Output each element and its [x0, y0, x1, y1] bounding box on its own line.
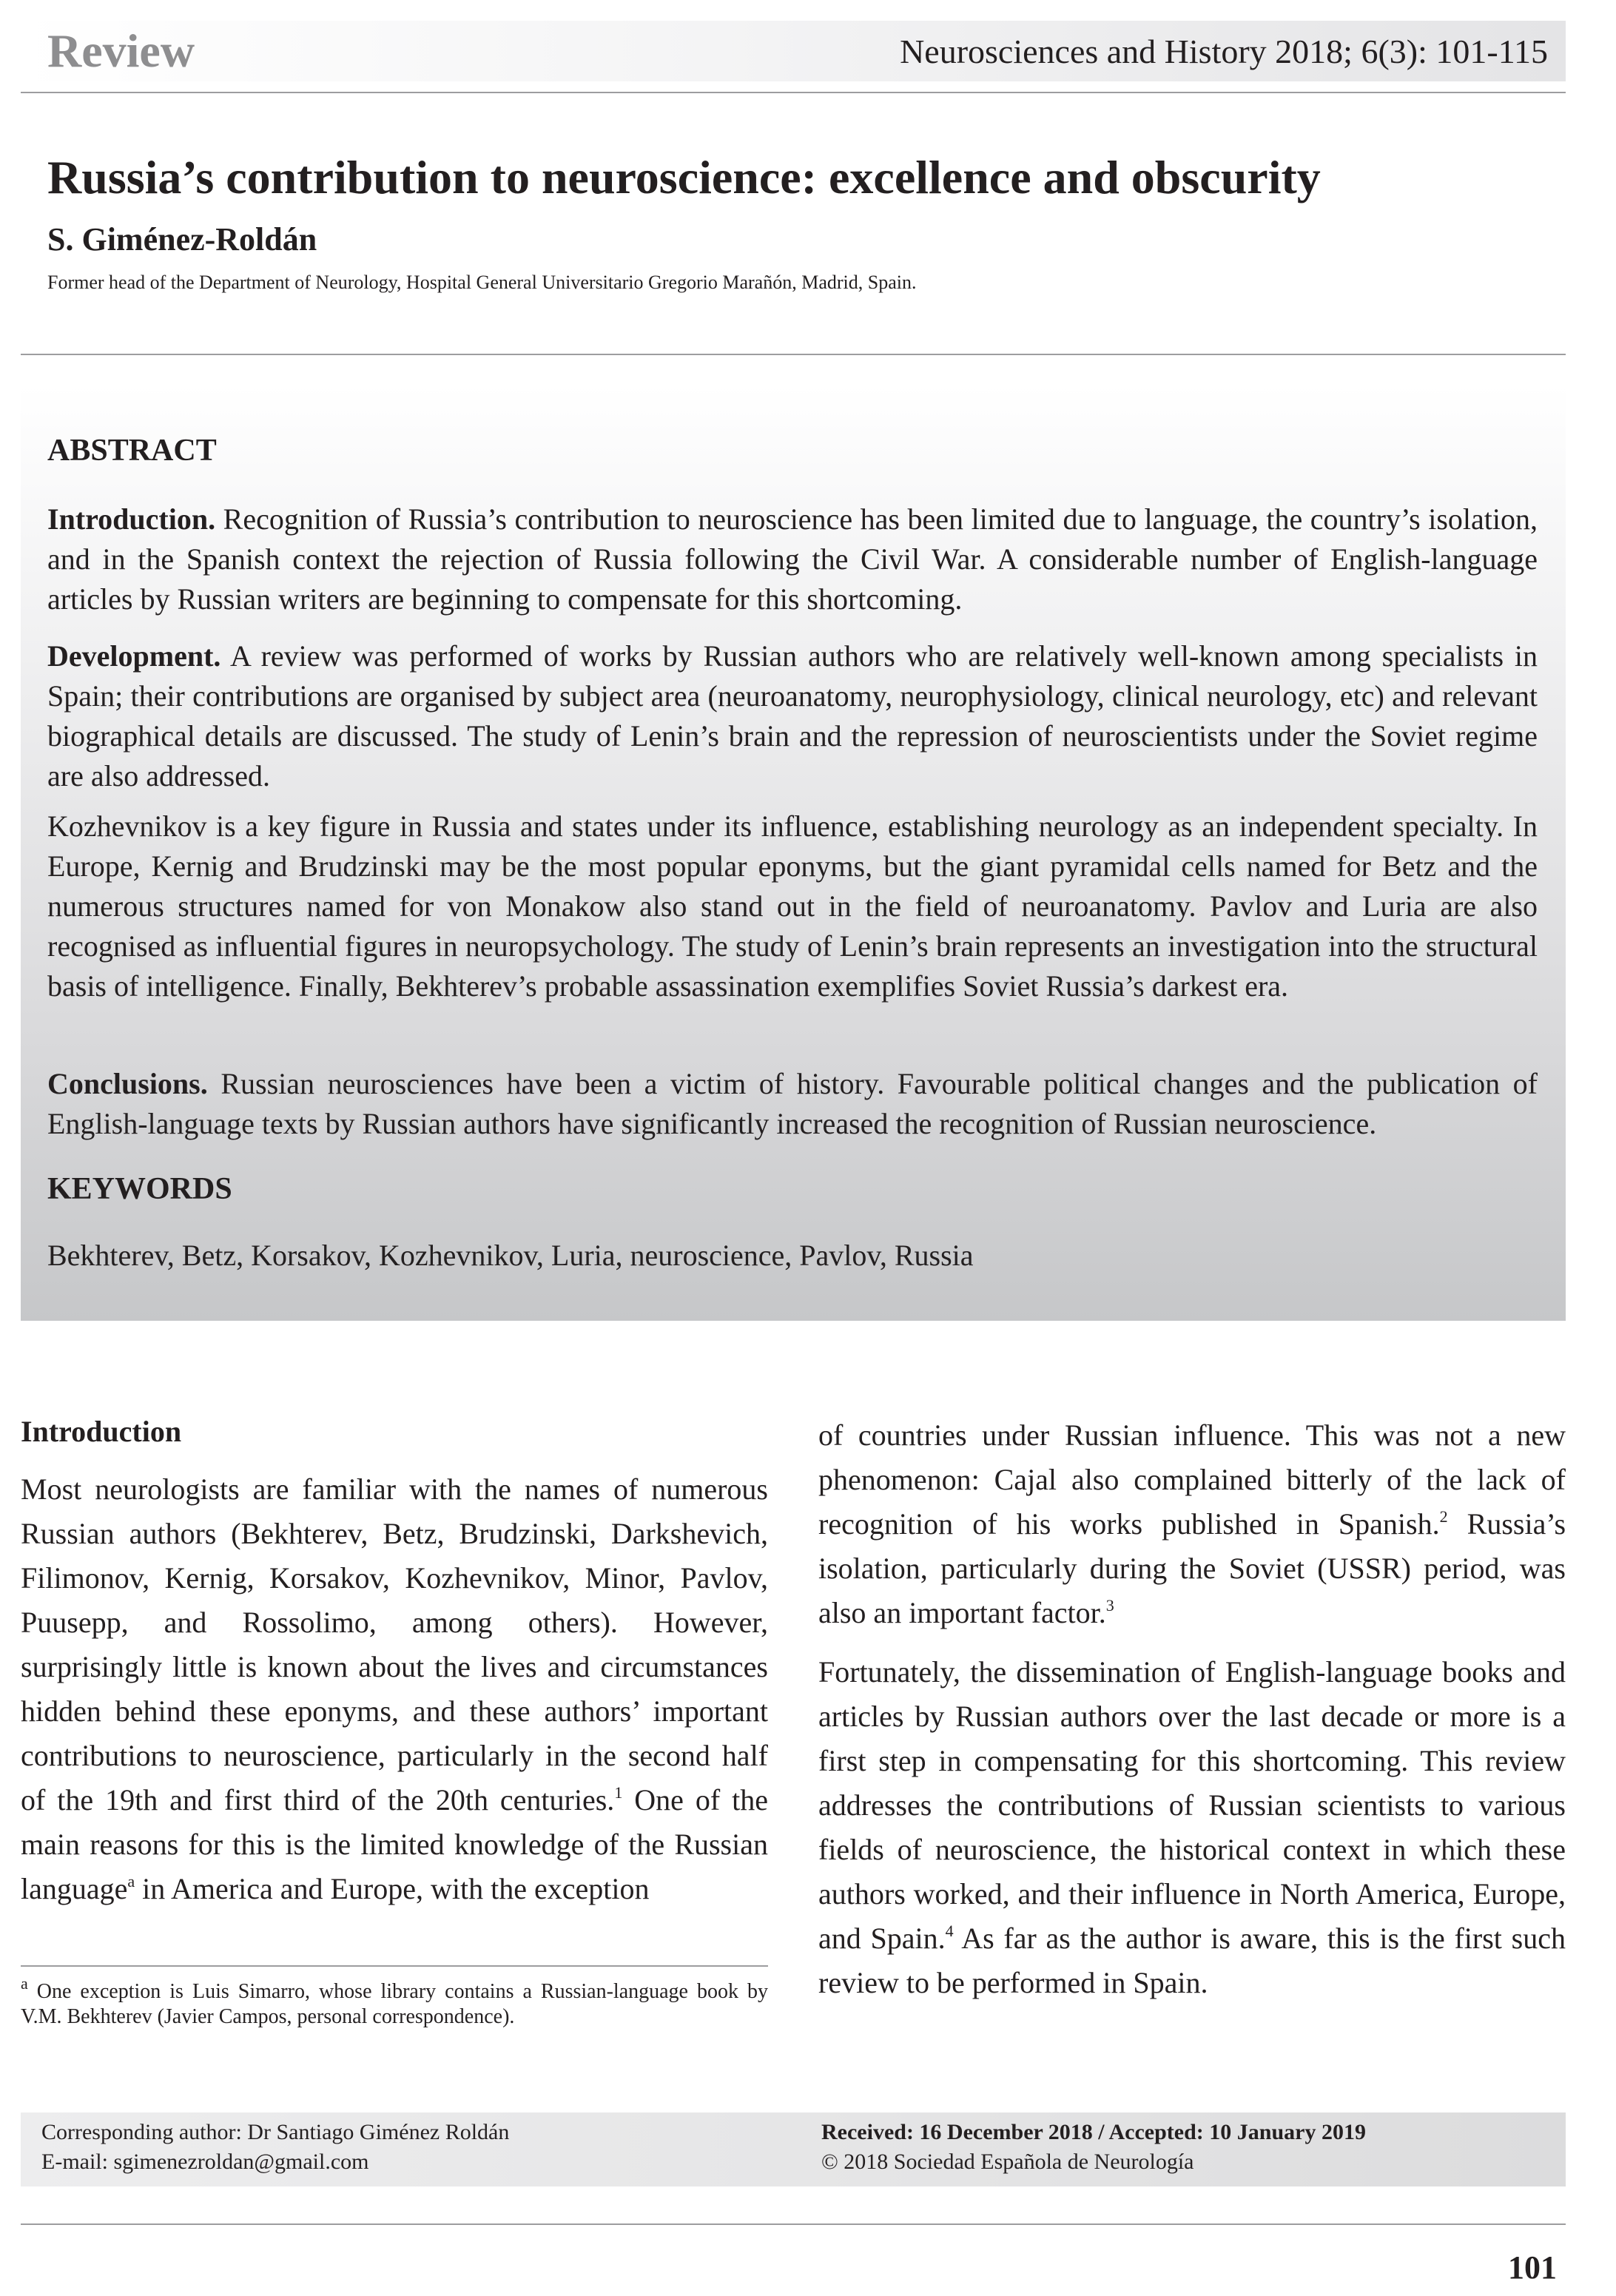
- abstract-introduction-label: Introduction.: [47, 502, 216, 536]
- right-paragraph-2: Fortunately, the dissemination of English-language books and articles by Russian authors over the last decade or more is a first step in compensating for this shortcoming. This review addresses the contributions of Russian scientists to various fields of neuroscience, the historical context in which these authors worked, and their influence in North America, Europe, and Spain.$^4$ As far as the author is aware, this is the first such review to be performed in Spain.: [818, 1655, 1566, 1999]
- introduction-heading: Introduction: [21, 1415, 182, 1448]
- keywords-list: Bekhterev, Betz, Korsakov, Kozhevnikov, Luria, neuroscience, Pavlov, Russia: [47, 1239, 974, 1272]
- abstract-introduction: [47, 499, 1538, 619]
- citation-4: 4: [945, 1921, 954, 1940]
- abstract-conclusions-text: Russian neurosciences have been a victim of history. Favourable political changes and the publication of English-language texts by Russian authors have significantly increased the recognition of Russian neuroscience.: [47, 1067, 1538, 1140]
- citation-1: 1: [614, 1782, 623, 1802]
- abstract-heading: ABSTRACT: [47, 434, 217, 468]
- journal-reference: Neurosciences and History 2018; 6(3): 101-115: [900, 33, 1548, 70]
- page-bottom-rule: [21, 2223, 1566, 2225]
- abstract-conclusions: [47, 1064, 1538, 1144]
- footnote-marker-a: a: [127, 1871, 135, 1891]
- left-column: [21, 1410, 768, 1926]
- abstract-development-label: Development.: [47, 639, 221, 673]
- author-affiliation: Former head of the Department of Neurology, Hospital General Universitario Gregorio Marañón, Madrid, Spain.: [47, 272, 917, 293]
- article-author: S. Giménez-Roldán: [47, 221, 317, 257]
- page-number: 101: [1508, 2249, 1557, 2286]
- footnote: [21, 1973, 768, 2030]
- received-accepted-dates: Received: 16 December 2018 / Accepted: 10 January 2019: [821, 2120, 1366, 2144]
- citation-3: 3: [1105, 1595, 1114, 1615]
- footnote-rule: [21, 1965, 768, 1967]
- abstract-conclusions-label: Conclusions.: [47, 1067, 208, 1100]
- right-paragraph-1: of countries under Russian influence. This was not a new phenomenon: Cajal also complained bitterly of the lack of recognition of his works published in Spanish.$^2$ Russia’s isolation, particularly during the Soviet (USSR) period, was also an important factor.$^3$: [818, 1418, 1566, 1629]
- right-column: [818, 1413, 1566, 2020]
- abstract-development-text: A review was performed of works by Russian authors who are relatively well-known among specialists in Spain; their contributions are organised by subject area (neuroanatomy, neurophysiology, clinical neurology, etc) and relevant biographical details are discussed. The study of Lenin’s brain and the repression of neuroscientists under the Soviet regime are also addressed.: [47, 639, 1538, 792]
- abstract-introduction-text: Recognition of Russia’s contribution to neuroscience has been limited due to language, the country’s isolation, and in the Spanish context the rejection of Russia following the Civil War. A considerable number of English-language articles by Russian writers are beginning to compensate for this shortcoming.: [47, 502, 1538, 616]
- footnote-text: One exception is Luis Simarro, whose library contains a Russian-language book by V.M. Bekhterev (Javier Campos, personal correspondence).: [21, 1980, 768, 2028]
- abstract-development-2: Kozhevnikov is a key figure in Russia and states under its influence, establishing neurology as an independent specialty. In Europe, Kernig and Brudzinski may be the most popular eponyms, but the giant pyramidal cells named for Betz and the numerous structures named for von Monakow also stand out in the field of neuroanatomy. Pavlov and Luria are also recognised as influential figures in neuropsychology. The study of Lenin’s brain represents an investigation into the structural basis of intelligence. Finally, Bekhterev’s probable assassination exemplifies Soviet Russia’s darkest era.: [47, 809, 1538, 1003]
- article-title: Russia’s contribution to neuroscience: excellence and obscurity: [47, 151, 1321, 203]
- introduction-paragraph: Most neurologists are familiar with the names of numerous Russian authors (Bekhterev, Betz, Brudzinski, Darkshevich, Filimonov, Kernig, Korsakov, Kozhevnikov, Minor, Pavlov, Puusepp, and Rossolimo, among others). However, surprisingly little is known about the lives and circumstances hidden behind these eponyms, and these authors’ important contributions to neuroscience, particularly in the second half of the 19th and first third of the 20th centuries.$^1$ One of the main reasons for this is the limited knowledge of the Russian language$^a$ in America and Europe, with the exception: [21, 1472, 769, 1905]
- footnote-marker: a: [21, 1973, 28, 1993]
- keywords-heading: KEYWORDS: [47, 1172, 232, 1206]
- title-rule: [21, 354, 1566, 355]
- copyright: © 2018 Sociedad Española de Neurología: [821, 2149, 1194, 2174]
- author-email: E-mail: sgimenezroldan@gmail.com: [41, 2149, 369, 2174]
- section-type-label: Review: [47, 24, 195, 77]
- abstract-box: [21, 385, 1566, 1321]
- citation-2: 2: [1439, 1506, 1448, 1526]
- corresponding-author: Corresponding author: Dr Santiago Giménez Roldán: [41, 2120, 510, 2144]
- abstract-development: [47, 636, 1538, 796]
- header-rule: [21, 92, 1566, 93]
